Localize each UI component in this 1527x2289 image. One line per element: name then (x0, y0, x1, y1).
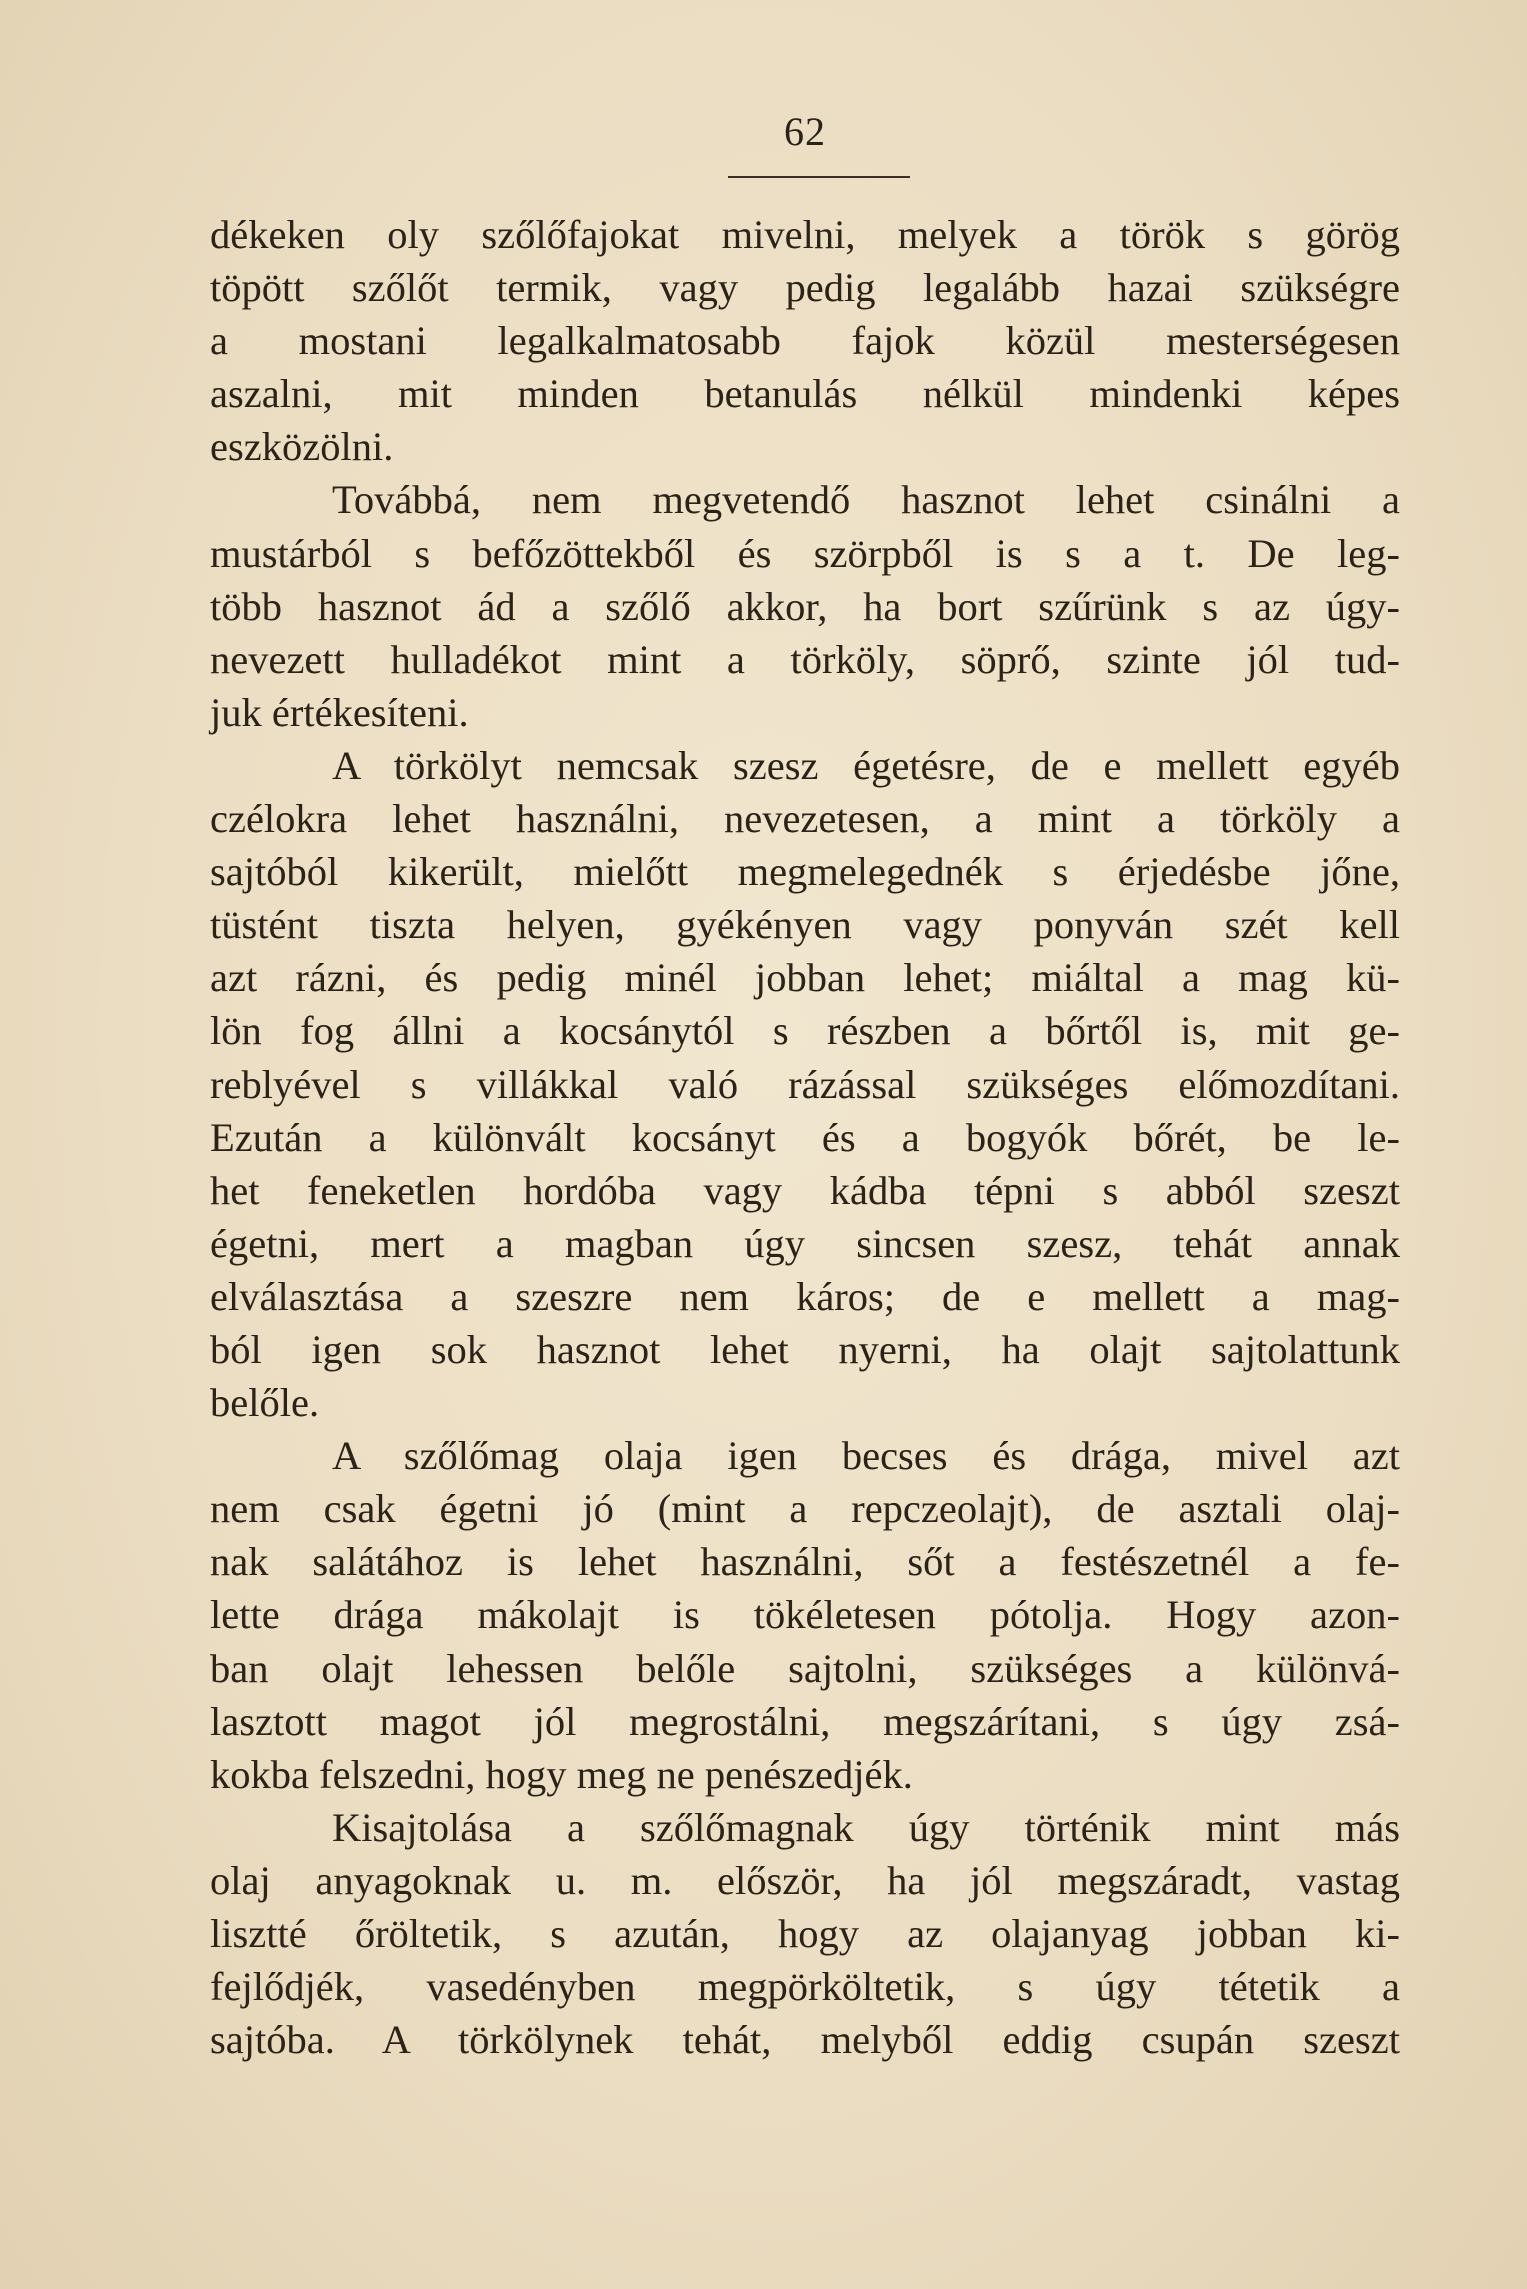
header-rule (728, 176, 910, 178)
page-number: 62 (784, 109, 826, 154)
text-line: elválasztása a szeszre nem káros; de e mellett a mag- (210, 1273, 1400, 1319)
text-line: het feneketlen hordóba vagy kádba tépni s abból szeszt (210, 1167, 1400, 1213)
text-line: A szőlőmag olaja igen becses és drága, mivel azt (332, 1433, 1400, 1479)
text-line: fejlődjék, vasedényben megpörköltetik, s úgy tétetik a (210, 1964, 1400, 2010)
text-line: több hasznot ád a szőlő akkor, ha bort szűrünk s az úgy- (210, 583, 1400, 629)
text-line: sajtóba. A törkölynek tehát, melyből eddig csupán szeszt (210, 2017, 1400, 2063)
text-line: töpött szőlőt termik, vagy pedig legalább hazai szükségre (210, 265, 1400, 311)
text-line: Ezután a különvált kocsányt és a bogyók bőrét, be le- (210, 1114, 1400, 1160)
text-line: nem csak égetni jó (mint a repczeolajt), de asztali olaj- (210, 1486, 1400, 1532)
text-line: juk értékesíteni. (210, 689, 469, 735)
text-line: reblyével s villákkal való rázással szükséges előmozdítani. (210, 1061, 1400, 1107)
text-line: ban olajt lehessen belőle sajtolni, szükséges a különvá- (210, 1645, 1400, 1691)
text-line: nevezett hulladékot mint a törköly, söprő, szinte jól tud- (210, 636, 1400, 682)
text-line: Továbbá, nem megvetendő hasznot lehet csinálni a (332, 477, 1400, 523)
text-line: eszközölni. (210, 424, 394, 470)
text-line: olaj anyagoknak u. m. először, ha jól megszáradt, vastag (210, 1857, 1400, 1903)
text-line: nak salátához is lehet használni, sőt a festészetnél a fe- (210, 1539, 1400, 1585)
text-line: lasztott magot jól megrostálni, megszárítani, s úgy zsá- (210, 1698, 1400, 1744)
text-line: égetni, mert a magban úgy sincsen szesz, tehát annak (210, 1220, 1400, 1266)
text-line: sajtóból kikerült, mielőtt megmelegednék s érjedésbe jőne, (210, 849, 1400, 895)
text-line: A törkölyt nemcsak szesz égetésre, de e mellett egyéb (332, 742, 1400, 788)
text-line: lisztté őröltetik, s azután, hogy az olajanyag jobban ki- (210, 1911, 1400, 1956)
text-line: belőle. (210, 1380, 320, 1426)
text-line: azt rázni, és pedig minél jobban lehet; miáltal a mag kü- (210, 955, 1400, 1001)
text-line: aszalni, mit minden betanulás nélkül mindenki képes (210, 371, 1400, 417)
text-line: czélokra lehet használni, nevezetesen, a mint a törköly a (210, 796, 1400, 842)
text-line: ból igen sok hasznot lehet nyerni, ha olajt sajtolattunk (210, 1326, 1400, 1372)
text-line: a mostani legalkalmatosabb fajok közül mesterségesen (210, 318, 1400, 364)
text-line: mustárból s befőzöttekből és szörpből is s a t. De leg- (210, 530, 1400, 576)
text-line: tüstént tiszta helyen, gyékényen vagy ponyván szét kell (210, 902, 1400, 948)
text-line: lette drága mákolajt is tökéletesen pótolja. Hogy azon- (210, 1592, 1400, 1638)
body-text (210, 208, 1400, 2066)
text-line: lön fog állni a kocsánytól s részben a bőrtől is, mit ge- (210, 1008, 1400, 1054)
text-line: dékeken oly szőlőfajokat mivelni, melyek a török s görög (210, 212, 1400, 257)
text-line: kokba felszedni, hogy meg ne penészedjék. (210, 1751, 913, 1797)
text-line: Kisajtolása a szőlőmagnak úgy történik mint más (332, 1804, 1400, 1850)
